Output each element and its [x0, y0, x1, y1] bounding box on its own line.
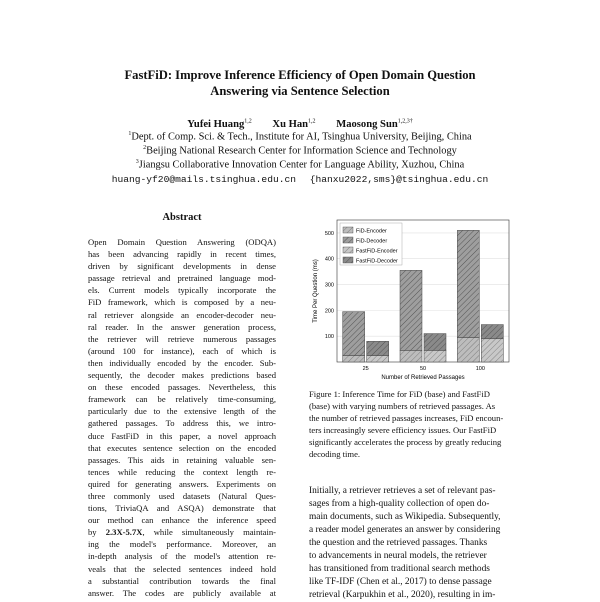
bar-fastfid-decoder-100 — [481, 325, 503, 339]
email-1[interactable]: huang-yf20@mails.tsinghua.edu.cn — [111, 174, 296, 185]
bar-fastfid-encoder-25 — [367, 356, 389, 362]
legend-label: FiD-Decoder — [356, 238, 388, 245]
abstract-line: by 2.3X-5.7X, while simultaneously maintain- — [88, 527, 276, 538]
abstract-line: our method can enhance the inference speed — [88, 515, 276, 526]
abstract-line: passage retrieval and pretrained language mod- — [88, 273, 276, 284]
affiliation-2: $^2$Beijing National Research Center for Information Science and Technology — [143, 145, 457, 157]
legend-swatch — [343, 257, 353, 263]
abstract-line: that executes sentence selection on the encoded — [88, 442, 276, 453]
body-line: the question and the retrieved passages. Thanks — [309, 538, 488, 548]
body-line: Initially, a retriever retrieves a set of relevant pas- — [309, 486, 496, 496]
bar-fastfid-encoder-100 — [481, 339, 503, 362]
abstract-line: the retriever will retrieve numerous passages — [88, 333, 276, 344]
abstract-line: passages. This aids in retaining valuable sen- — [88, 454, 276, 465]
abstract-line: on these encoded passages. Nevertheless, this — [88, 382, 276, 393]
paper-title — [0, 67, 600, 99]
y-tick-label: 200 — [324, 308, 334, 315]
bar-fid-encoder-100 — [457, 337, 479, 362]
y-tick-label: 300 — [324, 282, 334, 289]
abstract-line: tions, TriviaQA and ASQA) demonstrate that — [88, 503, 276, 514]
bar-fid-encoder-25 — [343, 356, 365, 362]
title-line-2: Answering via Sentence Selection — [210, 84, 390, 98]
abstract-line: duce FastFiD in this paper, a novel approach — [88, 430, 276, 441]
abstract-line: driven by significant developments in dense — [88, 261, 276, 272]
author-2: Xu Han$^{1,2}$ — [272, 118, 316, 130]
caption-line: (base) with varying numbers of retrieved passages. As — [309, 401, 496, 412]
title-line-1: FastFiD: Improve Inference Efficiency of Open Domain Question — [124, 68, 476, 82]
abstract-line: quired for generating answers. Experiments on — [88, 478, 276, 489]
speedup-highlight: 2.3X-5.7X — [105, 527, 143, 538]
figure-1-caption — [309, 388, 515, 461]
abstract-line: framework can be relatively time-consuming, — [88, 394, 276, 405]
x-axis-label: Number of Retrieved Passages — [381, 375, 465, 381]
abstract-heading: Abstract — [162, 212, 202, 223]
abstract-line: Open Domain Question Answering (ODQA) — [88, 237, 276, 247]
body-line: retrieval (Karpukhin et al., 2020), resulting in im- — [309, 590, 496, 600]
author-emails — [0, 174, 600, 185]
abstract-line: ral retriever alongside an encoder-decoder neu- — [88, 309, 276, 320]
author-1: Yufei Huang$^{1,2}$ — [187, 118, 252, 130]
abstract-line: FiD framework, which is composed by a neu- — [88, 297, 276, 308]
email-2[interactable]: {hanxu2022,sms}@tsinghua.edu.cn — [309, 174, 489, 185]
abstract-line: (around 100 for instance), each of which is — [88, 345, 276, 356]
x-tick-label: 50 — [419, 366, 427, 372]
bar-fid-decoder-25 — [343, 312, 365, 356]
abstract-line: answer. The codes are publicly available at — [88, 587, 276, 598]
bar-fid-encoder-50 — [400, 350, 422, 362]
body-line: has transitioned from traditional search methods — [309, 564, 490, 574]
abstract-line: sequently, the decoder makes predictions based — [88, 370, 276, 381]
abstract-line: has been advancing rapidly in recent times, — [88, 249, 276, 260]
x-tick-label: 25 — [362, 366, 369, 372]
y-tick-label: 400 — [324, 256, 334, 263]
body-line: a reader model generates an answer by considering — [309, 525, 501, 535]
author-list — [0, 118, 600, 130]
abstract-line: tences while reducing the context length re- — [88, 466, 276, 477]
abstract-line: els. Current models typically incorporate the — [88, 285, 276, 296]
bar-fid-decoder-100 — [457, 230, 479, 337]
legend-swatch — [343, 237, 353, 243]
y-axis-label: Time Per Question (ms) — [313, 259, 319, 323]
body-line: to advancements in neural models, the retriever — [309, 551, 487, 561]
legend-label: FiD-Encoder — [356, 228, 387, 235]
abstract-body — [88, 236, 276, 599]
author-3: Maosong Sun$^{1,2,3\dagger}$ — [336, 118, 413, 130]
y-tick-label: 500 — [324, 230, 334, 237]
body-line: like TF-IDF (Chen et al., 2017) to dense passage — [309, 577, 492, 587]
caption-line: significantly accelerates the process by greatly reducing — [309, 437, 502, 448]
abstract-line: veals that the selected sentences indeed hold — [88, 563, 276, 574]
abstract-line: then individually encoded by the encoder. Sub- — [88, 357, 276, 368]
affiliation-3: $^3$Jiangsu Collaborative Innovation Center for Language Ability, Xuzhou, China — [135, 159, 465, 171]
abstract-line: particularly due to the extensive length of the — [88, 406, 276, 417]
figure-1 — [309, 214, 515, 384]
abstract-line: ing the model's performance. Moreover, an — [88, 539, 276, 550]
x-tick-label: 100 — [475, 366, 485, 372]
y-tick-label: 100 — [324, 334, 334, 341]
legend-label: FastFiD-Decoder — [356, 258, 398, 265]
bar-fid-decoder-50 — [400, 270, 422, 350]
caption-line: Figure 1: Inference Time for FiD (base) and FastFiD — [309, 389, 490, 399]
affiliation-1: $^1$Dept. of Comp. Sci. & Tech., Institute for AI, Tsinghua University, Beijing, China — [128, 131, 472, 143]
legend-label: FastFiD-Encoder — [356, 248, 398, 255]
intro-body-text — [309, 485, 515, 602]
abstract-line: in-depth analysis of the model's attention re- — [88, 551, 276, 562]
abstract-line: ral reader. In the answer generation process, — [88, 321, 276, 332]
legend-swatch — [343, 247, 353, 253]
body-line: main documents, such as Wikipedia. Subsequently, — [309, 512, 501, 522]
legend-swatch — [343, 227, 353, 233]
bar-fastfid-encoder-50 — [424, 350, 446, 362]
bar-fastfid-decoder-25 — [367, 341, 389, 355]
abstract-line: gathered passages. To address this, we intro- — [88, 418, 276, 429]
inference-time-chart — [309, 214, 515, 384]
abstract-line: a substantial contribution towards the final — [88, 575, 276, 586]
caption-line: decoding time. — [309, 449, 361, 460]
body-line: sages from a high-quality collection of open do- — [309, 499, 490, 509]
caption-line: the number of retrieved passages increases, FiD encoun- — [309, 413, 504, 424]
bar-fastfid-decoder-50 — [424, 334, 446, 351]
caption-line: ters increasingly severe efficiency issues. Our FastFiD — [309, 425, 497, 436]
abstract-line: three commonly used datasets (Natural Ques- — [88, 490, 276, 501]
